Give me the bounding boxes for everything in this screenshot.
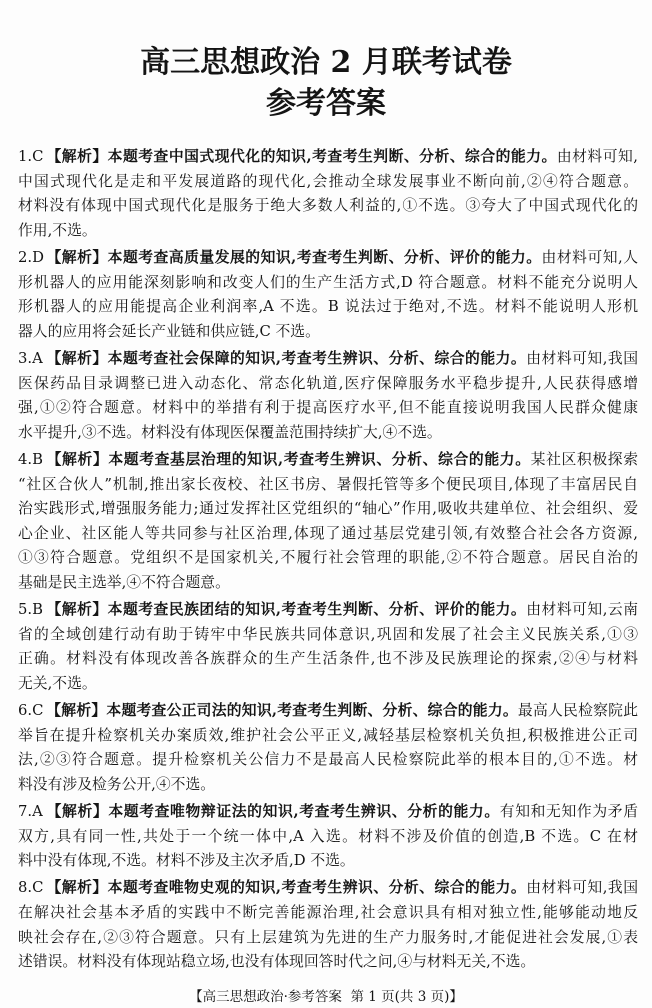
answer-item-6: [18, 699, 638, 797]
answer-line: 料没有涉及检务公开,④不选。: [18, 775, 216, 793]
answer-line: 正确。材料没有体现改善各族群众的生产生活条件,也不涉及民族理论的探索,②④与材料: [18, 650, 638, 668]
answer-line: 映社会存在,②③符合题意。只有上层建筑为先进的生产力服务时,才能促进社会发展,①表: [18, 928, 638, 946]
answer-line: 形机器人的应用能深刻影响和改变人们的生产生活方式,D 符合题意。材料不能充分说明人: [18, 273, 638, 291]
answer-line: [18, 876, 638, 901]
answer-line: 治实践形式,增强服务能力;通过发挥社区党组织的“轴心”作用,吸收共建单位、社会组织、爱: [18, 500, 638, 518]
answer-label: 1.C: [18, 148, 44, 165]
analysis-stem: 【解析】本题考查高质量发展的知识,考查考生判断、分析、评价的能力。: [46, 248, 542, 266]
answer-line: 强,①②符合题意。材料中的举措有利于提高医疗水平,但不能直接说明我国人民群众健康: [18, 399, 638, 417]
answer-line: 述错误。材料没有体现站稳立场,也没有体现回答时代之问,④与材料无关,不选。: [18, 953, 536, 971]
answer-line: 双方,具有同一性,共处于一个统一体中,A 入选。材料不涉及价值的创造,B 不选。C 在材: [18, 827, 638, 845]
answer-item-2: [18, 246, 638, 344]
analysis-stem: 【解析】本题考查社会保障的知识,考查考生辨识、分析、综合的能力。: [46, 349, 527, 367]
analysis-stem: 【解析】本题考查民族团结的知识,考查考生判断、分析、评价的能力。: [46, 601, 527, 619]
answer-line: [18, 699, 638, 724]
answer-label: 3.A: [18, 349, 43, 367]
answer-line: 基础是民主选举,④不符合题意。: [18, 573, 230, 591]
answer-text: 由材料可知,我国: [526, 349, 638, 367]
answer-label: 5.B: [18, 601, 43, 619]
answer-item-1: [18, 145, 638, 243]
answer-line: 在解决社会基本矛盾的实践中不断完善能源治理,社会意识具有相对独立性,能够能动地反: [18, 903, 638, 921]
answer-line: “社区合伙人”机制,推出家长夜校、社区书房、暑假托管等多个便民项目,体现了丰富居民自: [18, 475, 638, 493]
answer-line: 器人的应用将会延长产业链和供应链,C 不选。: [18, 322, 320, 340]
answer-item-3: [18, 347, 638, 445]
analysis-stem: 【解析】本题考查唯物史观的知识,考查考生辨识、分析、综合的能力。: [46, 879, 527, 897]
answer-line: 水平提升,③不选。材料没有体现医保覆盖范围持续扩大,④不选。: [18, 423, 442, 441]
analysis-stem: 【解析】本题考查中国式现代化的知识,考查考生判断、分析、综合的能力。: [46, 148, 557, 165]
answer-text: 由材料可知,我国: [526, 879, 638, 897]
answer-text: 由材料可知,云南: [526, 601, 638, 619]
answer-text: 某社区积极探索: [530, 450, 638, 468]
answer-list: [18, 145, 638, 975]
answer-line: 心企业、社区能人等共同参与社区治理,体现了通过基层党建引领,有效整合社会各方资源,: [18, 524, 638, 542]
answer-label: 2.D: [18, 248, 44, 266]
answer-line: 作用,不选。: [18, 221, 97, 239]
answer-line: 形机器人的应用能提高企业利润率,A 不选。B 说法过于绝对,不选。材料不能说明人形机: [18, 298, 638, 316]
answer-line: 医保药品目录调整已进入动态化、常态化轨道,医疗保障服务水平稳步提升,人民获得感增: [18, 374, 638, 392]
answer-line: 料中没有体现,不选。材料不涉及主次矛盾,D 不选。: [18, 852, 355, 870]
analysis-stem: 【解析】本题考查唯物辩证法的知识,考查考生辨识、分析的能力。: [46, 803, 500, 820]
answer-text: 由材料可知,: [556, 148, 638, 165]
page-title: 高三思想政治 2 月联考试卷: [140, 45, 512, 80]
answer-item-7: [18, 800, 638, 874]
answer-line: [18, 598, 638, 623]
answer-item-5: [18, 598, 638, 696]
analysis-stem: 【解析】本题考查公正司法的知识,考查考生判断、分析、综合的能力。: [46, 702, 518, 720]
analysis-stem: 【解析】本题考查基层治理的知识,考查考生辨识、分析、综合的能力。: [46, 450, 531, 468]
answer-line: 中国式现代化是走和平发展道路的现代化,会推动全球发展事业不断向前,②④符合题意。: [18, 172, 638, 190]
page-footer: 【高三思想政治·参考答案 第 1 页(共 3 页)】: [189, 989, 463, 1005]
answer-line: [18, 448, 638, 473]
answer-item-8: [18, 876, 638, 974]
answer-line: 省的全域创建行动有助于铸牢中华民族共同体意识,巩固和发展了社会主义民族关系,①③: [18, 625, 638, 643]
answer-label: 4.B: [18, 450, 43, 468]
answer-line: 材料没有体现中国式现代化是服务于绝大多数人利益的,①不选。③夸大了中国式现代化的: [18, 197, 638, 215]
answer-line: [18, 145, 638, 170]
answer-text: 最高人民检察院此: [517, 702, 638, 720]
answer-text: 由材料可知,人: [541, 248, 638, 266]
page-subtitle: 参考答案: [266, 86, 386, 121]
answer-text: 有知和无知作为矛盾: [499, 803, 638, 820]
answer-label: 8.C: [18, 879, 44, 897]
answer-line: [18, 347, 638, 372]
answer-line: 法,②③符合题意。提升检察机关公信力不是最高人民检察院此举的根本目的,①不选。材: [18, 751, 638, 769]
answer-line: 举旨在提升检察机关办案质效,维护社会公平正义,减轻基层检察机关负担,积极推进公正司: [18, 726, 638, 744]
answer-line: [18, 800, 638, 825]
answer-line: [18, 246, 638, 271]
answer-line: 无关,不选。: [18, 674, 97, 692]
answer-item-4: [18, 448, 638, 596]
answer-label: 7.A: [18, 803, 43, 820]
answer-line: ①③符合题意。党组织不是国家机关,不履行社会管理的职能,②不符合题意。居民自治的: [18, 549, 638, 567]
answer-label: 6.C: [18, 702, 44, 720]
